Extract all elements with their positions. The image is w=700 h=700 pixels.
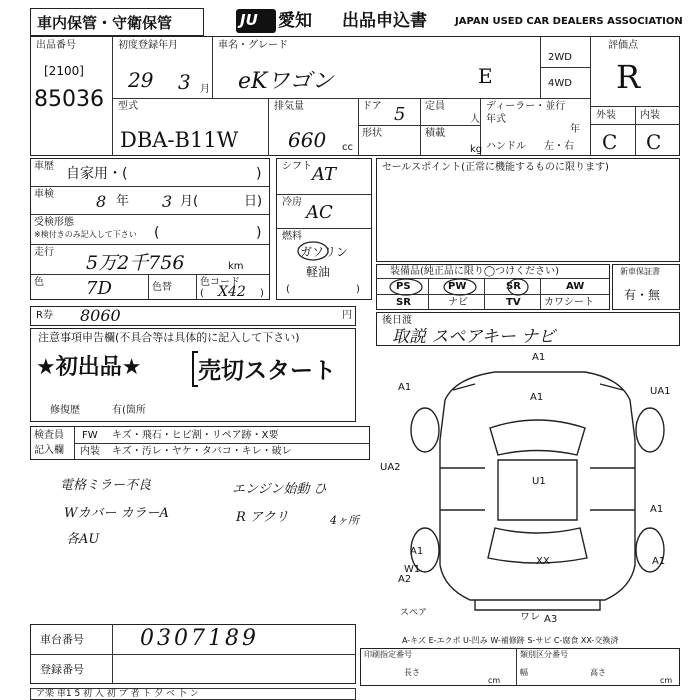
print-label: 印刷指定番号	[364, 650, 412, 659]
equipment-label: 装備品(純正品に限り◯つけください)	[390, 266, 559, 277]
model-label: 型式	[118, 101, 138, 112]
storage-tag: 車内保管・守衛保管	[37, 14, 173, 32]
dmg-label-14: A1	[652, 556, 666, 567]
dmg-label-12: スペア	[400, 608, 428, 618]
repair-label: 修復歴	[50, 405, 80, 416]
first-reg-month: 3	[178, 70, 191, 94]
dmg-label-5: U1	[532, 476, 546, 487]
chassis-label: 車台番号	[40, 633, 84, 646]
later-handover-label: 後日渡	[382, 315, 412, 326]
first-reg-month-unit: 月	[200, 84, 210, 95]
fuel-gasoline: ガソリン	[300, 245, 349, 259]
fuel-circle-icon	[296, 240, 330, 262]
inspection-day-unit: 日)	[244, 194, 263, 209]
equip-navi: ナビ	[448, 297, 468, 308]
chassis-value: 0307189	[140, 626, 259, 651]
dmg-label-11: A3	[544, 614, 558, 625]
ac-value: AC	[306, 202, 333, 223]
capacity-label: 定員	[425, 101, 445, 112]
int-items: キズ・汚レ・ヤケ・タバコ・キレ・破レ	[112, 446, 292, 457]
displacement-unit: cc	[342, 142, 353, 153]
taxform-label: 受検形態	[34, 217, 74, 228]
legend-text: A-キズ E-エクボ U-凹み W-補修跡 S-サビ C-腐食 XX-交換済	[402, 636, 619, 645]
recycle-label: R券	[36, 310, 53, 321]
color-code-close: )	[260, 288, 264, 299]
equip-pw: PW	[448, 281, 467, 292]
model-value: DBA-B11W	[120, 128, 239, 152]
dmg-label-10: A2	[398, 574, 412, 585]
inspection-month: 3	[162, 192, 173, 211]
car-name-value: eKワゴン	[238, 69, 334, 94]
color-code-label: 色コード	[200, 277, 240, 288]
dmg-label-8: XX	[536, 556, 550, 567]
first-reg-year: 29	[128, 68, 154, 92]
height-label: 高さ	[590, 668, 606, 677]
shift-label: シフト	[282, 161, 312, 172]
inspection-year-unit: 年	[116, 194, 130, 209]
note-3: 各AU	[66, 532, 100, 547]
displacement-value: 660	[288, 128, 327, 152]
dmg-label-3: A1	[398, 382, 412, 393]
color-value: 7D	[86, 278, 112, 299]
dmg-label-6: A1	[650, 504, 664, 515]
color-code-open: (	[200, 288, 204, 299]
class-label: 類別区分番号	[520, 650, 568, 659]
doors-label: ドア	[362, 101, 382, 112]
dmg-label-2: UA1	[650, 386, 671, 397]
equip-sr: SR	[506, 281, 521, 292]
inspection-year: 8	[96, 192, 107, 211]
declaration-label: 注意事項申告欄(不具合等は具体的に記入して下さい)	[38, 331, 300, 344]
car-grade-value: E	[478, 64, 493, 88]
drive-2wd: 2WD	[548, 52, 572, 63]
length-unit: cm	[488, 676, 501, 685]
logo-mark: JU	[240, 11, 258, 29]
score-label: 評価点	[608, 40, 638, 51]
equip-sr2: SR	[396, 297, 411, 308]
dealer-year-label: 年式	[486, 114, 506, 125]
history-label: 車歴	[34, 161, 54, 172]
dealer-year-suffix: 年	[570, 124, 580, 135]
load-label: 積載	[425, 128, 445, 139]
recycle-unit: 円	[342, 310, 352, 321]
dmg-label-13: ワレ	[520, 612, 540, 623]
inspector-label2: 記入欄	[34, 445, 64, 456]
fuel-open: (	[286, 284, 290, 295]
score-ext-label: 外装	[596, 110, 616, 121]
shape-label: 形状	[362, 128, 382, 139]
handle-value: 左・右	[544, 141, 574, 152]
car-name-label: 車名・グレード	[218, 40, 288, 51]
ac-label: 冷房	[282, 197, 302, 208]
load-unit: kg	[470, 144, 483, 155]
score-value: R	[616, 58, 641, 96]
lot-number: 85036	[34, 87, 104, 112]
taxform-close: )	[256, 225, 262, 241]
int-label: 内装	[80, 446, 100, 457]
color-label: 色	[34, 277, 44, 288]
equip-ps: PS	[396, 281, 411, 292]
dmg-label-9: W1	[404, 564, 421, 575]
equip-tv: TV	[506, 297, 521, 308]
recycle-row	[30, 306, 356, 326]
fuel-close: )	[356, 284, 360, 295]
fw-label: FW	[82, 430, 98, 441]
sell-start: 売切スタート	[198, 357, 336, 384]
shift-value: AT	[312, 164, 337, 185]
fw-items: キズ・飛石・ヒビ割・リペア跡・X要	[112, 430, 279, 441]
equip-aw: AW	[566, 281, 585, 292]
fuel-diesel: 軽油	[306, 265, 331, 279]
dmg-label-0: A1	[532, 352, 546, 363]
org-name: 愛知	[278, 11, 312, 31]
repair-value: 有(箇所	[112, 405, 146, 416]
displacement-label: 排気量	[274, 101, 304, 112]
registration-label: 登録番号	[40, 663, 84, 676]
note-2: Wカバー カラーA	[64, 506, 169, 521]
form-title: 出品申込書	[342, 11, 427, 31]
capacity-unit: 人	[470, 114, 480, 125]
taxform-note: ※検付きのみ記入して下さい	[34, 230, 137, 239]
paint-label: 色替	[152, 282, 172, 293]
history-close: )	[256, 166, 262, 182]
height-unit: cm	[660, 676, 673, 685]
note-4: エンジン始動 ひ	[232, 482, 327, 497]
mileage-unit: km	[228, 261, 244, 272]
score-ext-value: C	[602, 130, 618, 154]
width-label: 幅	[520, 668, 528, 677]
warranty-label: 新車保証書	[620, 267, 660, 276]
bracket-icon	[190, 350, 200, 390]
first-reg-label: 初度登録年月	[118, 40, 178, 51]
dmg-label-7: A1	[410, 546, 424, 557]
dealer-label: ディーラー・並行	[486, 101, 566, 112]
mileage-value: 5万2千756	[86, 252, 185, 274]
dmg-label-1: A1	[530, 392, 544, 403]
score-int-value: C	[646, 130, 662, 154]
assoc-name: JAPAN USED CAR DEALERS ASSOCIATION	[455, 16, 683, 27]
inspection-month-unit: 月(	[180, 194, 199, 209]
doors-value: 5	[394, 104, 406, 125]
equip-leather: カワシート	[544, 297, 594, 308]
note-5: R アクリ	[236, 510, 289, 525]
lot-prefix: [2100]	[44, 64, 84, 78]
handle-label: ハンドル	[486, 141, 526, 152]
lot-label: 出品番号	[36, 40, 76, 51]
fuel-label: 燃料	[282, 231, 302, 242]
score-int-label: 内装	[640, 110, 660, 121]
length-label: 長さ	[404, 668, 420, 677]
storage-tag-box	[30, 8, 204, 36]
taxform-open: (	[154, 225, 160, 241]
recycle-value: 8060	[80, 306, 121, 325]
selling-points-label: セールスポイント(正常に機能するものに限ります)	[382, 162, 609, 173]
note-6: 4ヶ所	[330, 514, 359, 527]
bottom-strip-text: ア楽 車1 5 初 入 初 ブ 者 ト 夕 ベ 卜 ン	[36, 689, 199, 699]
dmg-label-4: UA2	[380, 462, 401, 473]
inspection-label: 車検	[34, 189, 54, 200]
inspector-label1: 検査員	[34, 430, 64, 441]
equipment-circles-icon	[380, 274, 530, 298]
history-value: 自家用・(	[66, 166, 128, 182]
mileage-label: 走行	[34, 247, 54, 258]
note-1: 電格ミラー不良	[60, 478, 152, 493]
color-code-value: X42	[218, 284, 246, 300]
first-listing: ★初出品★	[36, 355, 142, 380]
warranty-value: 有・無	[624, 288, 661, 302]
drive-4wd: 4WD	[548, 78, 572, 89]
selling-points-block	[376, 158, 680, 262]
later-handover-value: 取説 スペアキー ナビ	[392, 327, 556, 347]
